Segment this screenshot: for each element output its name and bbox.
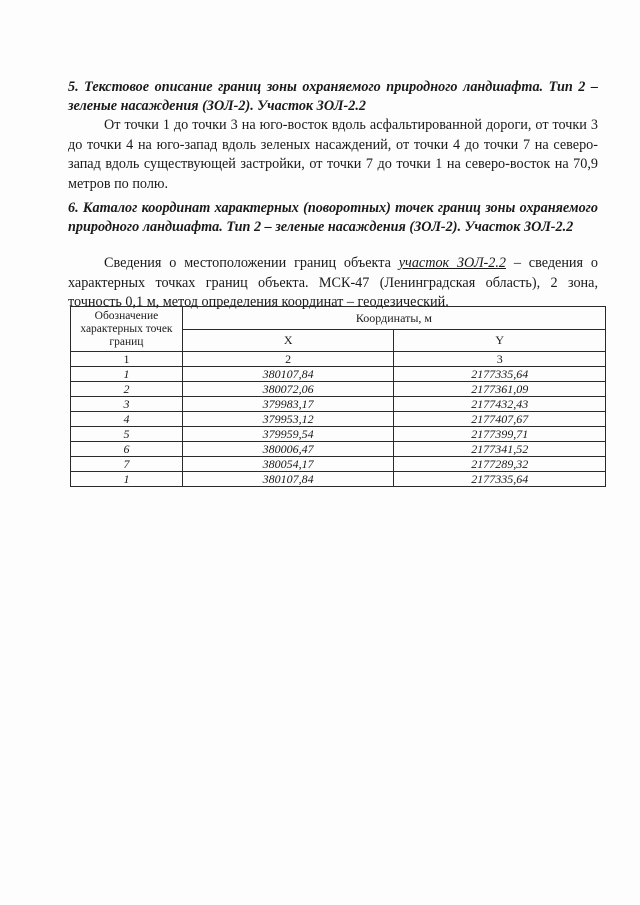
x-cell: 380107,84 (182, 472, 394, 487)
point-cell: 2 (71, 382, 183, 397)
table-header-row (71, 307, 606, 330)
y-cell: 2177341,52 (394, 442, 606, 457)
y-cell: 2177399,71 (394, 427, 606, 442)
table-row (71, 442, 606, 457)
table-row (71, 367, 606, 382)
section-6-heading: 6. Каталог координат характерных (поворотных) точек границ зоны охраняемого природного ландшафта. Тип 2 – зеленые насаждения (ЗОЛ-2). Участок ЗОЛ-2.2 (68, 200, 598, 235)
x-cell: 380107,84 (182, 367, 394, 382)
column-number: 1 (71, 352, 183, 367)
point-cell: 4 (71, 412, 183, 427)
x-column-header: X (182, 330, 394, 352)
point-column-header: Обозначение характерных точек границ (71, 307, 183, 352)
y-cell: 2177432,43 (394, 397, 606, 412)
coordinates-table (70, 306, 606, 487)
y-cell: 2177335,64 (394, 472, 606, 487)
x-cell: 379983,17 (182, 397, 394, 412)
y-cell: 2177361,09 (394, 382, 606, 397)
section-6-text-start: Сведения о местоположении границ объекта (104, 255, 399, 271)
section-5-heading: 5. Текстовое описание границ зоны охраняемого природного ландшафта. Тип 2 – зеленые насаждения (ЗОЛ-2). Участок ЗОЛ-2.2 (68, 79, 598, 114)
x-cell: 380006,47 (182, 442, 394, 457)
table-row (71, 472, 606, 487)
point-cell: 1 (71, 472, 183, 487)
point-cell: 6 (71, 442, 183, 457)
column-number-row (71, 352, 606, 367)
section-6-text (68, 254, 598, 313)
section-5-text: От точки 1 до точки 3 на юго-восток вдоль асфальтированной дороги, от точки 3 до точки 4 на юго-запад вдоль зеленых насаждений, от точки 4 до точки 7 на северо-запад вдоль существующей застройки, от точки 7 до точки 1 на северо-восток на 70,9 метров по полю. (68, 117, 598, 192)
coords-column-header: Координаты, м (182, 307, 605, 330)
point-cell: 7 (71, 457, 183, 472)
x-cell: 379953,12 (182, 412, 394, 427)
object-link: участок ЗОЛ-2.2 (398, 255, 507, 271)
table-row (71, 412, 606, 427)
column-number: 3 (394, 352, 606, 367)
point-cell: 3 (71, 397, 183, 412)
y-column-header: Y (394, 330, 606, 352)
y-cell: 2177335,64 (394, 367, 606, 382)
column-number: 2 (182, 352, 394, 367)
point-cell: 5 (71, 427, 183, 442)
table-row (71, 457, 606, 472)
table-row (71, 427, 606, 442)
y-cell: 2177407,67 (394, 412, 606, 427)
x-cell: 380072,06 (182, 382, 394, 397)
y-cell: 2177289,32 (394, 457, 606, 472)
section-6-text-end: – сведения о характерных точках границ объекта. МСК-47 (Ленинградская область), 2 зона, точность 0,1 м, метод определения координат – геодезический. (68, 255, 598, 310)
table-row (71, 397, 606, 412)
x-cell: 379959,54 (182, 427, 394, 442)
point-cell: 1 (71, 367, 183, 382)
table-row (71, 382, 606, 397)
x-cell: 380054,17 (182, 457, 394, 472)
